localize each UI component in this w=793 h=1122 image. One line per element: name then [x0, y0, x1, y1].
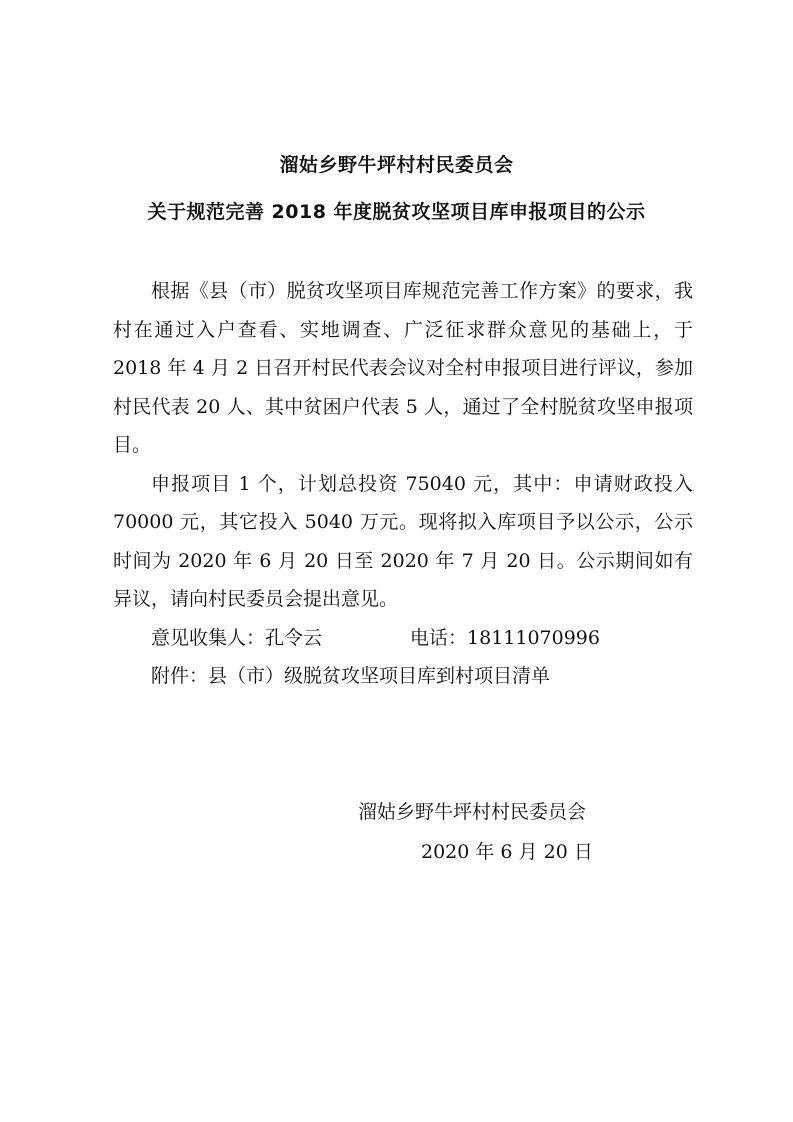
paragraph-investment: 申报项目 1 个，计划总投资 75040 元，其中：申请财政投入 70000 元，其它投入 5040 万元。现将拟入库项目予以公示，公示时间为 2020 年 6 月 20 日至 2020 年 7 月 20 日。公示期间如有异议，请向村民委员会提出意见。 — [113, 472, 693, 610]
document-title-line2: 关于规范完善 2018 年度脱贫攻坚项目库申报项目的公示 — [147, 201, 646, 223]
collector-label: 意见收集人：孔令云 — [151, 626, 323, 649]
contact-line — [113, 619, 693, 658]
document-title-line1: 溜姑乡野牛坪村村民委员会 — [279, 154, 514, 176]
closing-organization: 溜姑乡野牛坪村村民委员会 — [358, 801, 587, 823]
paragraph-main: 根据《县（市）脱贫攻坚项目库规范完善工作方案》的要求，我村在通过入户查看、实地调查、广泛征求群众意见的基础上，于 2018 年 4 月 2 日召开村民代表会议对全村申报项目进行评议，参加村民代表 20 人、其中贫困户代表 5 人，通过了全村脱贫攻坚申报项目。 — [113, 280, 693, 456]
document-body — [113, 272, 693, 696]
closing-date: 2020 年 6 月 20 日 — [421, 841, 593, 863]
phone-label: 电话：18111070996 — [410, 626, 600, 649]
attachment-line: 附件：县（市）级脱贫攻坚项目库到村项目清单 — [151, 665, 551, 687]
